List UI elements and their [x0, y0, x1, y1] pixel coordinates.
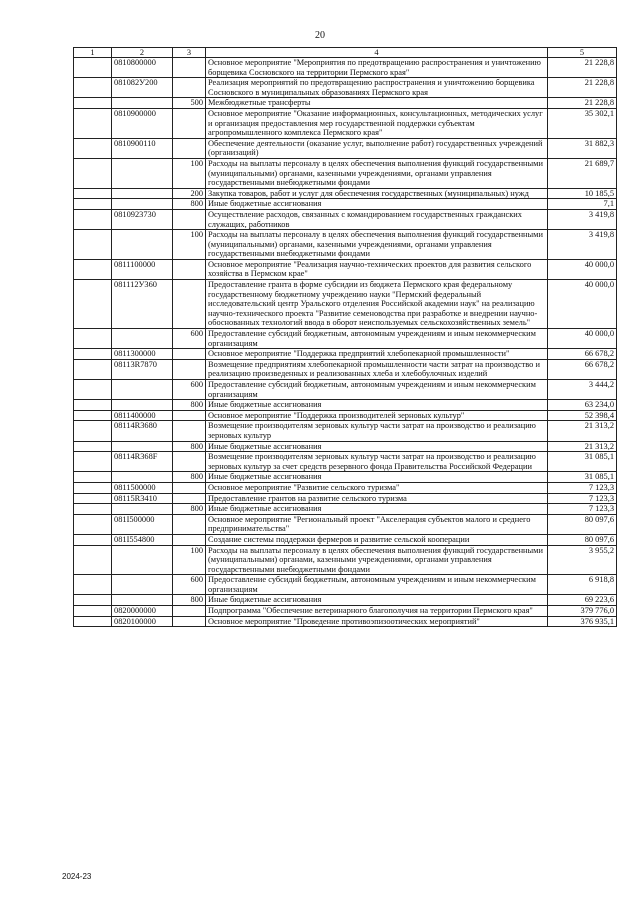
- row-description: Обеспечение деятельности (оказание услуг, выполнение работ) государственных учреждений (организаций): [206, 138, 548, 158]
- row-description: Иные бюджетные ассигнования: [206, 400, 548, 411]
- row-amount: 80 097,6: [548, 514, 617, 534]
- table-row: [74, 58, 617, 78]
- row-blank-cell: [74, 98, 112, 109]
- row-expense-type: 800: [173, 441, 206, 452]
- row-expense-type: [173, 534, 206, 545]
- row-blank-cell: [74, 441, 112, 452]
- row-description: Осуществление расходов, связанных с командированием государственных гражданских служащих, работников: [206, 209, 548, 229]
- row-blank-cell: [74, 230, 112, 260]
- row-target-code: 0820000000: [112, 606, 173, 617]
- row-amount: 3 955,2: [548, 545, 617, 575]
- row-amount: 3 444,2: [548, 380, 617, 400]
- row-target-code: [112, 329, 173, 349]
- table-row: [74, 349, 617, 360]
- row-blank-cell: [74, 493, 112, 504]
- row-description: Расходы на выплаты персоналу в целях обеспечения выполнения функций государственными (муниципальными) органами, казенными учреждениями, органами управления государственными внебюджетными фондами: [206, 545, 548, 575]
- row-expense-type: [173, 606, 206, 617]
- table-row: [74, 158, 617, 188]
- row-target-code: 0810900000: [112, 108, 173, 138]
- row-expense-type: 500: [173, 98, 206, 109]
- row-target-code: 081I500000: [112, 514, 173, 534]
- row-amount: 10 185,5: [548, 188, 617, 199]
- row-amount: 31 882,3: [548, 138, 617, 158]
- row-blank-cell: [74, 472, 112, 483]
- row-target-code: 081082У200: [112, 78, 173, 98]
- row-amount: 21 313,2: [548, 441, 617, 452]
- table-row: [74, 534, 617, 545]
- row-target-code: [112, 98, 173, 109]
- row-expense-type: [173, 359, 206, 379]
- row-blank-cell: [74, 259, 112, 279]
- row-description: Основное мероприятие "Оказание информационных, консультационных, методических услуг и организация предоставления мер государственной поддержки субъектам агропромышленного комплекса Пермского края": [206, 108, 548, 138]
- row-target-code: [112, 230, 173, 260]
- row-expense-type: [173, 259, 206, 279]
- row-amount: 40 000,0: [548, 280, 617, 329]
- row-amount: 21 313,2: [548, 421, 617, 441]
- row-expense-type: [173, 349, 206, 360]
- row-expense-type: [173, 421, 206, 441]
- row-blank-cell: [74, 158, 112, 188]
- row-description: Иные бюджетные ассигнования: [206, 504, 548, 515]
- table-row: [74, 452, 617, 472]
- table-row: [74, 514, 617, 534]
- row-amount: 63 234,0: [548, 400, 617, 411]
- row-description: Основное мероприятие "Региональный проект "Акселерация субъектов малого и среднего предпринимательства": [206, 514, 548, 534]
- table-row: [74, 493, 617, 504]
- row-target-code: 0820100000: [112, 616, 173, 627]
- row-target-code: [112, 575, 173, 595]
- column-header: 5: [548, 48, 617, 58]
- row-blank-cell: [74, 58, 112, 78]
- table-row: [74, 421, 617, 441]
- row-expense-type: 100: [173, 545, 206, 575]
- row-description: Иные бюджетные ассигнования: [206, 472, 548, 483]
- table-row: [74, 230, 617, 260]
- row-amount: 40 000,0: [548, 329, 617, 349]
- table-row: [74, 482, 617, 493]
- row-description: Основное мероприятие "Развитие сельского туризма": [206, 482, 548, 493]
- row-amount: 21 228,8: [548, 98, 617, 109]
- row-blank-cell: [74, 410, 112, 421]
- row-target-code: [112, 545, 173, 575]
- row-description: Расходы на выплаты персоналу в целях обеспечения выполнения функций государственными (муниципальными) органами, казенными учреждениями, органами управления государственными внебюджетными фондами: [206, 230, 548, 260]
- row-description: Подпрограмма "Обеспечение ветеринарного благополучия на территории Пермского края": [206, 606, 548, 617]
- row-expense-type: [173, 482, 206, 493]
- row-blank-cell: [74, 482, 112, 493]
- row-amount: 6 918,8: [548, 575, 617, 595]
- row-blank-cell: [74, 514, 112, 534]
- row-target-code: 0810900110: [112, 138, 173, 158]
- row-expense-type: 800: [173, 472, 206, 483]
- row-description: Основное мероприятие "Реализация научно-технических проектов для развития сельского хозяйства в Пермском крае": [206, 259, 548, 279]
- row-blank-cell: [74, 329, 112, 349]
- row-target-code: 08114R3680: [112, 421, 173, 441]
- row-expense-type: 100: [173, 158, 206, 188]
- budget-table: [73, 47, 617, 627]
- table-row: [74, 616, 617, 627]
- table-row: [74, 472, 617, 483]
- table-row: [74, 606, 617, 617]
- table-header: [74, 48, 617, 58]
- table-row: [74, 259, 617, 279]
- row-amount: 3 419,8: [548, 209, 617, 229]
- row-amount: 31 085,1: [548, 472, 617, 483]
- row-amount: 376 935,1: [548, 616, 617, 627]
- row-target-code: [112, 188, 173, 199]
- row-blank-cell: [74, 595, 112, 606]
- row-expense-type: 600: [173, 380, 206, 400]
- row-expense-type: [173, 138, 206, 158]
- row-blank-cell: [74, 534, 112, 545]
- row-blank-cell: [74, 616, 112, 627]
- table-row: [74, 188, 617, 199]
- row-target-code: 08114R368F: [112, 452, 173, 472]
- row-amount: 69 223,6: [548, 595, 617, 606]
- row-description: Основное мероприятие "Мероприятия по предотвращению распространения и уничтожению борщевика Сосновского на территории Пермского края": [206, 58, 548, 78]
- row-description: Основное мероприятие "Поддержка производителей зерновых культур": [206, 410, 548, 421]
- row-expense-type: 800: [173, 400, 206, 411]
- row-target-code: [112, 441, 173, 452]
- row-target-code: 081112У360: [112, 280, 173, 329]
- row-expense-type: 800: [173, 199, 206, 210]
- row-amount: 3 419,8: [548, 230, 617, 260]
- table-row: [74, 545, 617, 575]
- table-row: [74, 595, 617, 606]
- row-amount: 7,1: [548, 199, 617, 210]
- row-amount: 66 678,2: [548, 349, 617, 360]
- row-expense-type: [173, 616, 206, 627]
- row-amount: 80 097,6: [548, 534, 617, 545]
- footer-code: 2024-23: [62, 872, 92, 881]
- row-target-code: 0810923730: [112, 209, 173, 229]
- row-blank-cell: [74, 209, 112, 229]
- row-target-code: 08115R3410: [112, 493, 173, 504]
- row-blank-cell: [74, 199, 112, 210]
- row-description: Закупка товаров, работ и услуг для обеспечения государственных (муниципальных) нужд: [206, 188, 548, 199]
- table-row: [74, 504, 617, 515]
- row-target-code: [112, 400, 173, 411]
- table-row: [74, 98, 617, 109]
- row-description: Основное мероприятие "Проведение противоэпизоотических мероприятий": [206, 616, 548, 627]
- row-amount: 31 085,1: [548, 452, 617, 472]
- table-row: [74, 410, 617, 421]
- row-amount: 21 228,8: [548, 78, 617, 98]
- row-blank-cell: [74, 349, 112, 360]
- row-expense-type: [173, 280, 206, 329]
- row-description: Предоставление субсидий бюджетным, автономным учреждениям и иным некоммерческим организациям: [206, 575, 548, 595]
- row-blank-cell: [74, 380, 112, 400]
- column-header: 1: [74, 48, 112, 58]
- row-description: Иные бюджетные ассигнования: [206, 199, 548, 210]
- row-target-code: 0811500000: [112, 482, 173, 493]
- row-target-code: 081I554800: [112, 534, 173, 545]
- row-target-code: [112, 472, 173, 483]
- row-expense-type: 800: [173, 595, 206, 606]
- page-number: 20: [315, 30, 325, 41]
- row-description: Иные бюджетные ассигнования: [206, 595, 548, 606]
- column-header: 2: [112, 48, 173, 58]
- row-blank-cell: [74, 452, 112, 472]
- row-target-code: [112, 380, 173, 400]
- table-row: [74, 209, 617, 229]
- row-expense-type: [173, 410, 206, 421]
- row-target-code: 0811300000: [112, 349, 173, 360]
- row-amount: 40 000,0: [548, 259, 617, 279]
- row-amount: 7 123,3: [548, 504, 617, 515]
- table-row: [74, 400, 617, 411]
- row-description: Предоставление грантов на развитие сельского туризма: [206, 493, 548, 504]
- row-description: Реализация мероприятий по предотвращению распространения и уничтожению борщевика Сосновского в муниципальных образованиях Пермского края: [206, 78, 548, 98]
- row-target-code: [112, 504, 173, 515]
- row-expense-type: [173, 493, 206, 504]
- row-blank-cell: [74, 421, 112, 441]
- row-description: Межбюджетные трансферты: [206, 98, 548, 109]
- row-expense-type: [173, 209, 206, 229]
- column-header: 3: [173, 48, 206, 58]
- row-expense-type: [173, 108, 206, 138]
- row-description: Возмещение производителям зерновых культур части затрат на производство и реализацию зерновых культур: [206, 421, 548, 441]
- row-blank-cell: [74, 138, 112, 158]
- row-blank-cell: [74, 280, 112, 329]
- row-target-code: [112, 595, 173, 606]
- row-description: Предоставление субсидий бюджетным, автономным учреждениям и иным некоммерческим организациям: [206, 380, 548, 400]
- table-body: [74, 58, 617, 627]
- row-target-code: 0811100000: [112, 259, 173, 279]
- row-description: Предоставление гранта в форме субсидии из бюджета Пермского края федеральному государственному бюджетному учреждению науки "Пермский федеральный исследовательский центр Уральского отделения Российской академии наук" на реализацию научно-технического проекта "Развитие семеноводства при разработке и внедрении научно-обоснованных технологий ввода в оборот неиспользуемых сельскохозяйственных земель": [206, 280, 548, 329]
- row-target-code: 0811400000: [112, 410, 173, 421]
- table-row: [74, 108, 617, 138]
- row-blank-cell: [74, 575, 112, 595]
- row-blank-cell: [74, 504, 112, 515]
- row-description: Создание системы поддержки фермеров и развитие сельской кооперации: [206, 534, 548, 545]
- table-row: [74, 280, 617, 329]
- row-expense-type: 600: [173, 329, 206, 349]
- row-blank-cell: [74, 188, 112, 199]
- table-row: [74, 78, 617, 98]
- row-blank-cell: [74, 359, 112, 379]
- row-amount: 21 689,7: [548, 158, 617, 188]
- row-blank-cell: [74, 78, 112, 98]
- column-header: 4: [206, 48, 548, 58]
- table-row: [74, 138, 617, 158]
- row-amount: 66 678,2: [548, 359, 617, 379]
- table-row: [74, 199, 617, 210]
- row-description: Расходы на выплаты персоналу в целях обеспечения выполнения функций государственными (муниципальными) органами, казенными учреждениями, органами управления государственными внебюджетными фондами: [206, 158, 548, 188]
- row-expense-type: 600: [173, 575, 206, 595]
- row-target-code: [112, 199, 173, 210]
- row-description: Возмещение производителям зерновых культур части затрат на производство и реализацию зерновых культур за счет средств резервного фонда Правительства Российской Федерации: [206, 452, 548, 472]
- table-row: [74, 380, 617, 400]
- row-blank-cell: [74, 108, 112, 138]
- row-target-code: 08113R7870: [112, 359, 173, 379]
- table-row: [74, 359, 617, 379]
- row-description: Возмещение предприятиям хлебопекарной промышленности части затрат на производство и реализацию произведенных и реализованных хлеба и хлебобулочных изделий: [206, 359, 548, 379]
- row-expense-type: [173, 58, 206, 78]
- row-expense-type: [173, 514, 206, 534]
- row-description: Основное мероприятие "Поддержка предприятий хлебопекарной промышленности": [206, 349, 548, 360]
- row-amount: 21 228,8: [548, 58, 617, 78]
- row-amount: 7 123,3: [548, 493, 617, 504]
- table-row: [74, 575, 617, 595]
- row-expense-type: [173, 78, 206, 98]
- row-blank-cell: [74, 400, 112, 411]
- row-target-code: 0810800000: [112, 58, 173, 78]
- row-description: Иные бюджетные ассигнования: [206, 441, 548, 452]
- row-expense-type: 800: [173, 504, 206, 515]
- row-expense-type: [173, 452, 206, 472]
- row-blank-cell: [74, 545, 112, 575]
- table-row: [74, 329, 617, 349]
- row-description: Предоставление субсидий бюджетным, автономным учреждениям и иным некоммерческим организациям: [206, 329, 548, 349]
- row-target-code: [112, 158, 173, 188]
- row-amount: 52 398,4: [548, 410, 617, 421]
- row-expense-type: 100: [173, 230, 206, 260]
- row-expense-type: 200: [173, 188, 206, 199]
- row-amount: 35 302,1: [548, 108, 617, 138]
- row-amount: 379 776,0: [548, 606, 617, 617]
- row-amount: 7 123,3: [548, 482, 617, 493]
- table-row: [74, 441, 617, 452]
- row-blank-cell: [74, 606, 112, 617]
